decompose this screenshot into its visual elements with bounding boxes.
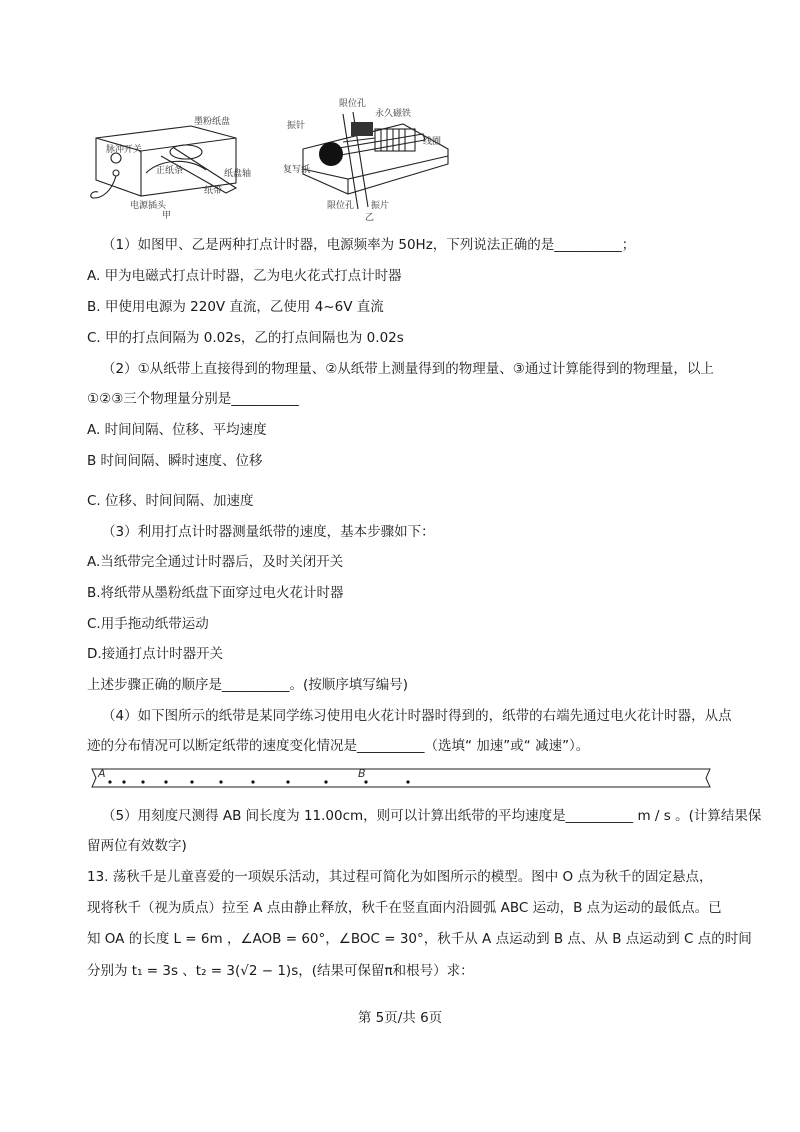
label-paper-strip: 正纸条: [156, 166, 184, 176]
carbon-paper-disc: [319, 142, 343, 166]
q5-stem-line1: （5）用刻度尺测得 AB 间长度为 11.00cm，则可以计算出纸带的平均速度是__________ m / s 。(计算结果保: [102, 808, 762, 824]
tape-label-a: A: [98, 767, 106, 780]
q3-step-b: B.将纸带从墨粉纸盘下面穿过电火花计时器: [87, 585, 344, 601]
tape-dot: [108, 780, 111, 783]
tape-dot: [190, 780, 193, 783]
tape-dot: [164, 780, 167, 783]
label-power-plug: 电源插头: [130, 201, 167, 211]
tape-dot: [122, 780, 125, 783]
figure-a-caption: 甲: [162, 211, 172, 221]
page-footer: 第 5页/共 6页: [357, 1010, 443, 1026]
tape-dot: [286, 780, 289, 783]
tape-label-b: B: [358, 767, 366, 780]
label-toner-disc: 墨粉纸盘: [194, 117, 231, 127]
label-pulse-switch: 脉冲开关: [106, 145, 143, 155]
magnet-block: [351, 122, 373, 136]
q3-step-c: C.用手拖动纸带运动: [87, 616, 209, 632]
figure-b-caption: 乙: [365, 213, 375, 223]
label-vibrating-plate: 振片: [371, 201, 390, 211]
q13-line2: 现将秋千（视为质点）拉至 A 点由静止释放，秋千在竖直面内沿圆弧 ABC 运动，B 点为运动的最低点。已: [87, 900, 722, 916]
q2-option-b: B 时间间隔、瞬时速度、位移: [87, 453, 263, 469]
q1-option-b: B. 甲使用电源为 220V 直流，乙使用 4~6V 直流: [87, 299, 384, 315]
tape-dot: [219, 780, 222, 783]
tape-dot: [251, 780, 254, 783]
label-vibrating-needle: 振针: [287, 121, 306, 131]
label-limit-hole-bottom: 限位孔: [327, 201, 355, 211]
tape-dot: [324, 780, 327, 783]
q13-line3: 知 OA 的长度 L = 6m ，∠AOB = 60°，∠BOC = 30°，秋千从 A 点运动到 B 点、从 B 点运动到 C 点的时间: [87, 931, 752, 947]
q13-line4: 分别为 t₁ = 3s 、t₂ = 3(√2 − 1)s，(结果可保留π和根号）求：: [87, 963, 474, 979]
q3-step-d: D.接通打点计时器开关: [87, 646, 224, 662]
figure-spark-timer: [86, 98, 261, 220]
q1-stem: （1）如图甲、乙是两种打点计时器，电源频率为 50Hz，下列说法正确的是__________；: [102, 237, 636, 253]
q4-stem-line1: （4）如下图所示的纸带是某同学练习使用电火花计时器时得到的，纸带的右端先通过电火花计时器，从点: [102, 708, 732, 724]
tape-outline: [92, 769, 710, 787]
q2-option-c: C. 位移、时间间隔、加速度: [87, 493, 254, 509]
tape-dot: [406, 780, 409, 783]
q5-stem-line2: 留两位有效数字): [87, 838, 187, 854]
q3-stem: （3）利用打点计时器测量纸带的速度，基本步骤如下：: [102, 524, 435, 540]
label-tape: 纸带: [204, 186, 223, 196]
q1-option-c: C. 甲的打点间隔为 0.02s，乙的打点间隔也为 0.02s: [87, 330, 404, 346]
q3-step-a: A.当纸带完全通过计时器后，及时关闭开关: [87, 554, 344, 570]
q13-line1: 13. 荡秋千是儿童喜爱的一项娱乐活动，其过程可简化为如图所示的模型。图中 O 点为秋千的固定悬点，: [87, 869, 713, 885]
electromagnetic-timer-illustration: [283, 94, 453, 222]
q2-stem-line2: ①②③三个物理量分别是__________: [87, 391, 299, 407]
label-limit-hole-top: 限位孔: [339, 99, 367, 109]
paper-tape: [88, 767, 714, 789]
q2-stem-line1: （2）①从纸带上直接得到的物理量、②从纸带上测量得到的物理量、③通过计算能得到的物理量，以上: [102, 361, 714, 377]
label-coil: 线圈: [423, 137, 442, 147]
q1-option-a: A. 甲为电磁式打点计时器，乙为电火花式打点计时器: [87, 268, 402, 284]
figure-electromagnetic-timer: [283, 94, 453, 222]
spark-timer-illustration: [86, 98, 261, 220]
tape-dot: [141, 780, 144, 783]
q4-stem-line2: 迹的分布情况可以断定纸带的速度变化情况是__________（选填“ 加速”或“ 减速”）。: [87, 738, 590, 754]
q2-option-a: A. 时间间隔、位移、平均速度: [87, 422, 267, 438]
label-permanent-magnet: 永久磁铁: [375, 109, 412, 119]
label-carbon-paper: 复写纸: [283, 165, 311, 175]
label-disc-axle: 纸盘轴: [224, 169, 252, 179]
tape-dot: [364, 780, 367, 783]
q3-order: 上述步骤正确的顺序是__________。(按顺序填写编号): [87, 677, 409, 693]
